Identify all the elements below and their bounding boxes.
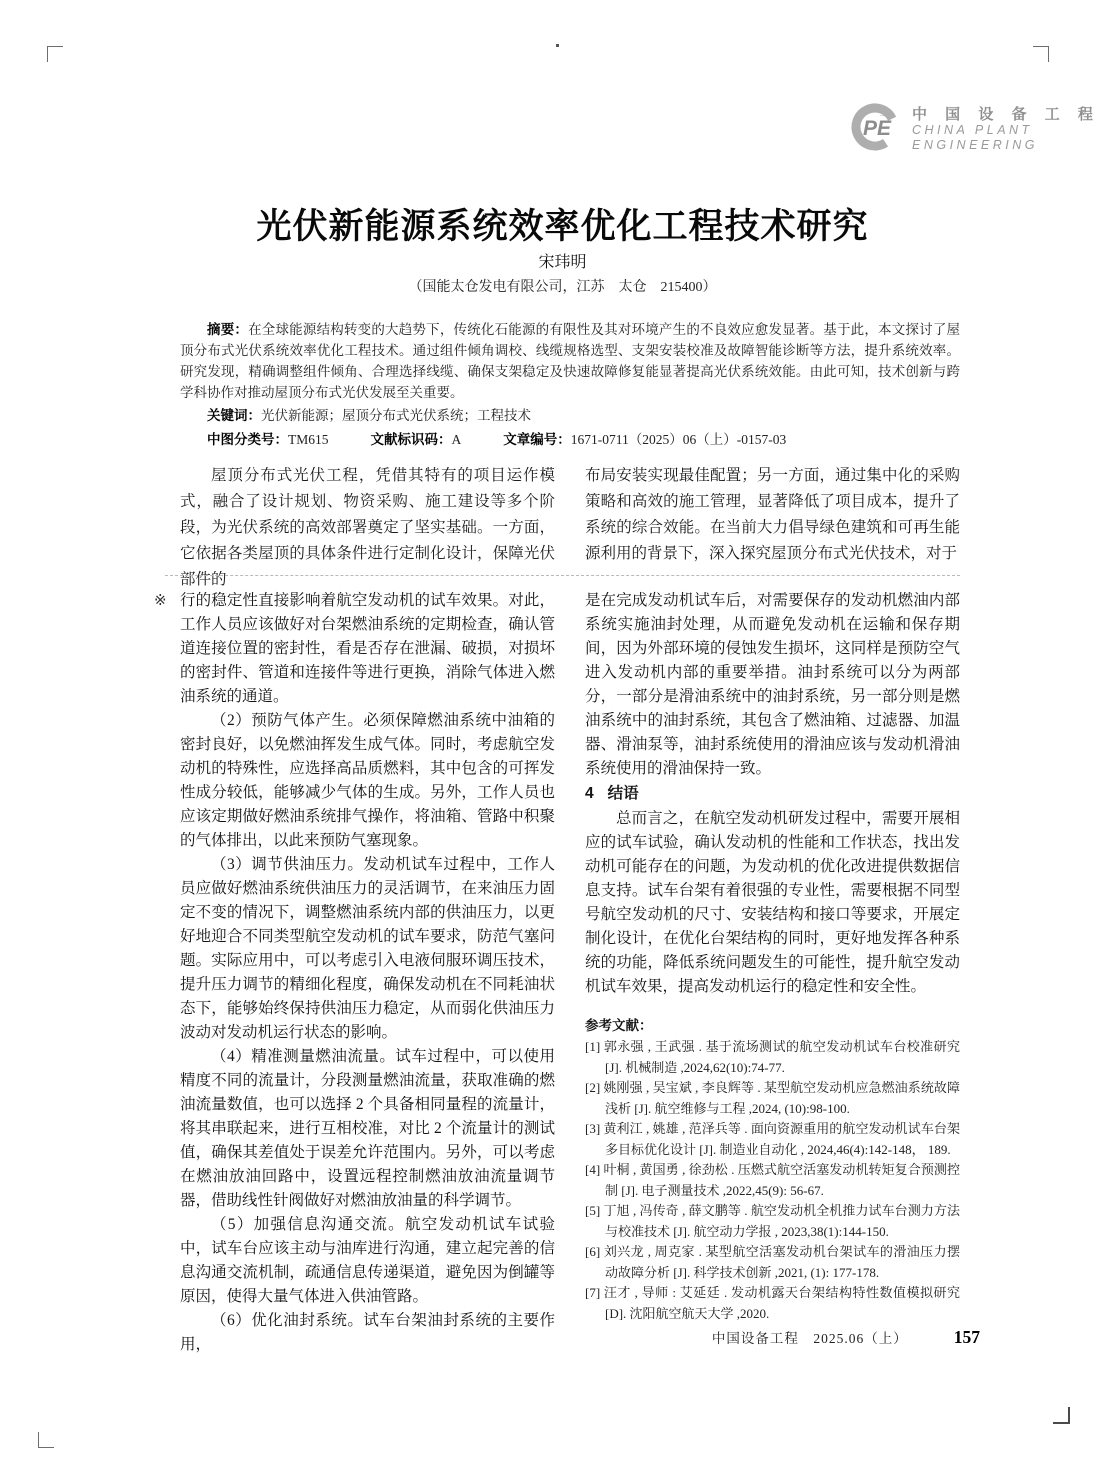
conclusion-heading	[585, 782, 960, 806]
section-divider-line	[165, 575, 960, 576]
article-title: 光伏新能源系统效率优化工程技术研究	[256, 207, 869, 247]
reference-item: [4] 叶桐 , 黄国勇 , 徐劲松 . 压燃式航空活塞发动机转矩复合预测控制 [J]. 电子测量技术 ,2022,45(9): 56-67.	[585, 1162, 960, 1198]
reference-item: [5] 丁旭 , 冯传奇 , 薛文鹏等 . 航空发动机全机推力试车台测力方法与校准技术 [J]. 航空动力学报 , 2023,38(1):144-150.	[585, 1203, 960, 1239]
journal-name-cn: 中 国 设 备 工 程	[912, 106, 1100, 123]
journal-logo-icon	[850, 102, 902, 157]
continuation-marker: ※	[154, 593, 167, 609]
footer-journal-line: 中国设备工程 2025.06（上）	[711, 1331, 908, 1346]
body-paragraph: 是在完成发动机试车后，对需要保存的发动机燃油内部系统实施油封处理，从而避免发动机在运输和保存期间，因为外部环境的侵蚀发生损坏，这同样是预防空气进入发动机内部的重要举措。油封系统可以分为两部分，一部分是滑油系统中的油封系统，另一部分则是燃油系统中的油封系统，其包含了燃油箱、过滤器、加温器、滑油泵等，油封系统使用的滑油应该与发动机滑油系统使用的滑油保持一致。	[585, 592, 960, 777]
body-paragraph: 行的稳定性直接影响着航空发动机的试车效果。对此，工作人员应该做好对台架燃油系统的定期检查，确认管道连接位置的密封性，看是否存在泄漏、破损，对损坏的密封件、管道和连接件等进行更换，消除气体进入燃油系统的通道。	[180, 592, 555, 705]
body-left-column	[180, 589, 555, 1357]
svg-text:...: ...	[880, 109, 886, 118]
references-label: 参考文献：	[585, 1018, 653, 1033]
footer-page-number: 157	[953, 1327, 980, 1347]
introduction-columns	[180, 463, 960, 593]
body-paragraph: （3）调节供油压力。发动机试车过程中，工作人员应做好燃油系统供油压力的灵活调节，在来油压力固定不变的情况下，调整燃油系统内部的供油压力，以更好地迎合不同类型航空发动机的试车要求，防范气塞问题。实际应用中，可以考虑引入电液伺服环调压技术，提升压力调节的精细化程度，确保发动机在不同耗油状态下，能够始终保持供油压力稳定，从而弱化供油压力波动对发动机运行状态的影响。	[180, 856, 555, 1041]
svg-text:PE: PE	[863, 117, 892, 140]
identifier-line	[180, 429, 960, 451]
abstract-paragraph	[180, 319, 960, 403]
page-footer	[180, 1327, 980, 1348]
crop-mark-bottom-left	[38, 1432, 54, 1448]
author-affiliation: （国能太仓发电有限公司，江苏 太仓 215400）	[408, 280, 717, 295]
article-no-value: 1671-0711（2025）06（上）-0157-03	[570, 432, 787, 447]
keywords-line	[180, 405, 960, 427]
abstract-label: 摘要：	[207, 322, 249, 337]
journal-name-en-1: CHINA PLANT	[912, 123, 1033, 137]
crop-mark-top-center-dot	[556, 44, 559, 47]
body-columns	[180, 589, 960, 1357]
article-meta	[180, 319, 960, 451]
body-paragraph: （6）优化油封系统。试车台架油封系统的主要作用，	[180, 1312, 555, 1353]
crop-mark-bottom-right	[1053, 1407, 1070, 1424]
intro-right-column	[585, 463, 960, 593]
crop-mark-top-left	[47, 46, 63, 62]
journal-logo	[850, 102, 1100, 157]
keywords-text: 光伏新能源；屋顶分布式光伏系统；工程技术	[261, 408, 531, 423]
reference-item: [3] 黄利江 , 姚雄 , 范泽兵等 . 面向资源重用的航空发动机试车台架多目标优化设计 [J]. 制造业自动化 , 2024,46(4):142-148， 189.	[585, 1121, 960, 1157]
reference-item: [6] 刘兴龙 , 周克家 . 某型航空活塞发动机台架试车的滑油压力摆动故障分析 [J]. 科学技术创新 ,2021, (1): 177-178.	[585, 1244, 960, 1280]
clc-value: TM615	[288, 432, 329, 447]
body-paragraph: （4）精准测量燃油流量。试车过程中，可以使用精度不同的流量计，分段测量燃油流量，获取准确的燃油流量数值，也可以选择 2 个具备相同量程的流量计，将其串联起来，进行互相校准，对比 2 个流量计的测试值，确保其差值处于误差允许范围内。另外，可以考虑在燃油放油回路中，设置远程控制燃油放油流量调节器，借助线性针阀做好对燃油放油量的科学调节。	[180, 1048, 555, 1209]
doc-code-value: A	[451, 432, 462, 447]
reference-item: [2] 姚刚强 , 吴宝斌 , 李良辉等 . 某型航空发动机应急燃油系统故障浅析 [J]. 航空维修与工程 ,2024, (10):98-100.	[585, 1080, 960, 1116]
journal-name-en-2: ENGINEERING	[912, 138, 1039, 152]
references-section	[585, 1015, 960, 1324]
intro-left-paragraph: 屋顶分布式光伏工程，凭借其特有的项目运作模式，融合了设计规划、物资采购、施工建设等多个阶段，为光伏系统的高效部署奠定了坚实基础。一方面，它依据各类屋顶的具体条件进行定制化设计，保障光伏部件的	[180, 467, 555, 588]
intro-left-column	[180, 463, 555, 593]
conclusion-paragraph: 总而言之，在航空发动机研发过程中，需要开展相应的试车试验，确认发动机的性能和工作状态，找出发动机可能存在的问题，为发动机的优化改进提供数据信息支持。试车台架有着很强的专业性，需要根据不同型号航空发动机的尺寸、安装结构和接口等要求，开展定制化设计，在优化台架结构的同时，更好地发挥各种系统的功能，降低系统问题发生的可能性，提升航空发动机试车效果，提高发动机运行的稳定性和安全性。	[585, 810, 960, 995]
body-paragraph: （5）加强信息沟通交流。航空发动机试车试验中，试车台应该主动与油库进行沟通，建立起完善的信息沟通交流机制，疏通信息传递渠道，避免因为倒罐等原因，使得大量气体进入供油管路。	[180, 1216, 555, 1305]
author-name: 宋玮明	[538, 254, 587, 271]
doc-code-label: 文献标识码：	[370, 432, 452, 447]
article-no-label: 文章编号：	[503, 432, 571, 447]
conclusion-heading-title: 结语	[607, 785, 639, 802]
reference-item: [7] 汪才 , 导师 : 艾延廷 . 发动机露天台架结构特性数值模拟研究 [D]. 沈阳航空航天大学 ,2020.	[585, 1285, 960, 1321]
clc-label: 中图分类号：	[207, 432, 288, 447]
body-paragraph: （2）预防气体产生。必须保障燃油系统中油箱的密封良好，以免燃油挥发生成气体。同时，考虑航空发动机的特殊性，应选择高品质燃料，其中包含的可挥发性成分较低，能够减少气体的生成。另外，工作人员也应该定期做好燃油系统排气操作，将油箱、管路中积聚的气体排出，以此来预防气塞现象。	[180, 712, 555, 849]
conclusion-heading-number: 4	[585, 785, 594, 802]
reference-item: [1] 郭永强 , 王武强 . 基于流场测试的航空发动机试车台校准研究 [J]. 机械制造 ,2024,62(10):74-77.	[585, 1039, 960, 1075]
body-right-column	[585, 589, 960, 1357]
intro-right-paragraph: 布局安装实现最佳配置；另一方面，通过集中化的采购策略和高效的施工管理，显著降低了项目成本，提升了系统的综合效能。在当前大力倡导绿色建筑和可再生能源利用的背景下，深入探究屋顶分布式光伏技术，对于	[585, 467, 960, 562]
abstract-text: 在全球能源结构转变的大趋势下，传统化石能源的有限性及其对环境产生的不良效应愈发显著。基于此，本文探讨了屋顶分布式光伏系统效率优化工程技术。通过组件倾角调校、线缆规格选型、支架安装校准及故障智能诊断等方法，提升系统效率。研究发现，精确调整组件倾角、合理选择线缆、确保支架稳定及快速故障修复能显著提高光伏系统效能。由此可知，技术创新与跨学科协作对推动屋顶分布式光伏发展至关重要。	[180, 322, 961, 400]
journal-logo-text	[912, 106, 1100, 153]
keywords-label: 关键词：	[207, 408, 261, 423]
crop-mark-top-right	[1033, 46, 1049, 62]
